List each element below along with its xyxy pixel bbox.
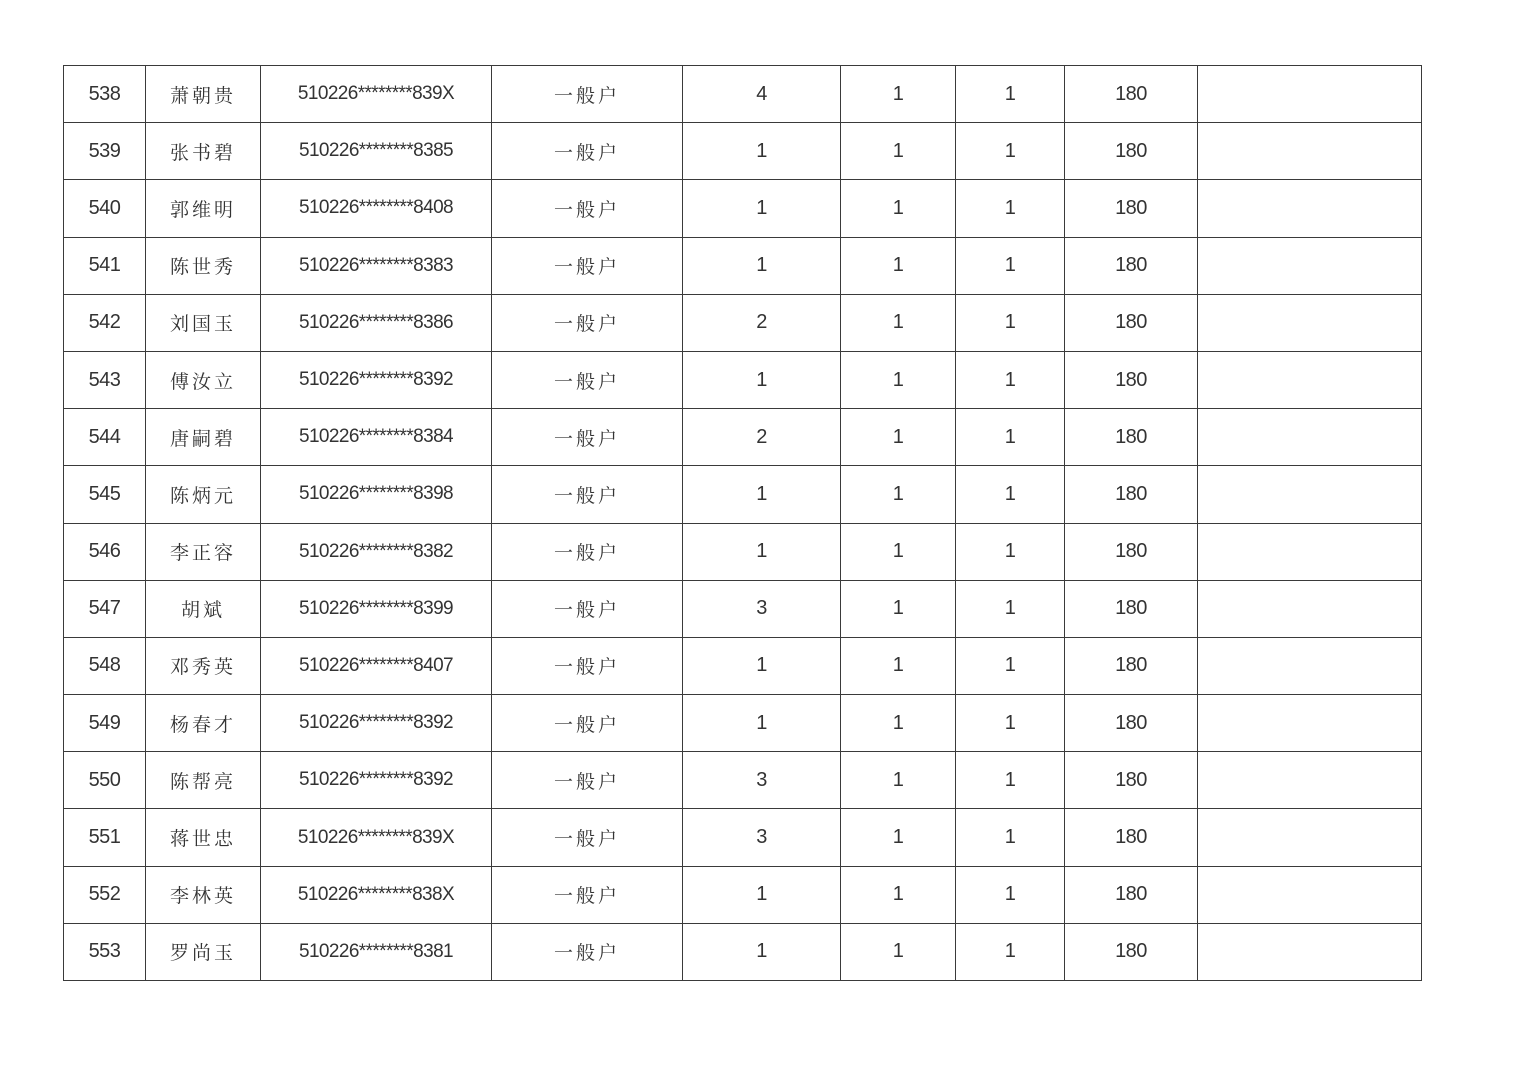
count-cell-3: 1 [956, 923, 1065, 980]
note-cell [1198, 866, 1422, 923]
household-type-cell: 一般户 [492, 523, 683, 580]
count-cell-2: 1 [841, 466, 956, 523]
note-cell [1198, 695, 1422, 752]
row-number-cell: 553 [64, 923, 146, 980]
name-cell: 陈帮亮 [146, 752, 261, 809]
amount-cell: 180 [1065, 523, 1198, 580]
household-type-cell: 一般户 [492, 123, 683, 180]
count-cell-3: 1 [956, 580, 1065, 637]
count-cell-2: 1 [841, 637, 956, 694]
amount-cell: 180 [1065, 409, 1198, 466]
row-number-cell: 552 [64, 866, 146, 923]
count-cell-2: 1 [841, 866, 956, 923]
name-cell: 陈炳元 [146, 466, 261, 523]
note-cell [1198, 294, 1422, 351]
row-number-cell: 539 [64, 123, 146, 180]
household-type-cell: 一般户 [492, 752, 683, 809]
table-row [64, 866, 1422, 923]
table-row [64, 180, 1422, 237]
note-cell [1198, 237, 1422, 294]
name-cell: 杨春才 [146, 695, 261, 752]
count-cell-1: 2 [683, 294, 841, 351]
count-cell-1: 1 [683, 466, 841, 523]
count-cell-3: 1 [956, 637, 1065, 694]
note-cell [1198, 752, 1422, 809]
count-cell-2: 1 [841, 695, 956, 752]
note-cell [1198, 580, 1422, 637]
table-body [64, 66, 1422, 981]
count-cell-1: 1 [683, 695, 841, 752]
table-row [64, 294, 1422, 351]
household-type-cell: 一般户 [492, 637, 683, 694]
row-number-cell: 549 [64, 695, 146, 752]
name-cell: 邓秀英 [146, 637, 261, 694]
table-row [64, 923, 1422, 980]
id-number-cell: 510226********8392 [261, 752, 492, 809]
count-cell-3: 1 [956, 180, 1065, 237]
id-number-cell: 510226********8384 [261, 409, 492, 466]
count-cell-2: 1 [841, 294, 956, 351]
amount-cell: 180 [1065, 923, 1198, 980]
count-cell-3: 1 [956, 809, 1065, 866]
amount-cell: 180 [1065, 294, 1198, 351]
count-cell-1: 1 [683, 123, 841, 180]
household-type-cell: 一般户 [492, 351, 683, 408]
name-cell: 傅汝立 [146, 351, 261, 408]
id-number-cell: 510226********8392 [261, 695, 492, 752]
name-cell: 李林英 [146, 866, 261, 923]
household-type-cell: 一般户 [492, 809, 683, 866]
household-table [63, 65, 1422, 981]
household-type-cell: 一般户 [492, 294, 683, 351]
amount-cell: 180 [1065, 866, 1198, 923]
amount-cell: 180 [1065, 351, 1198, 408]
name-cell: 郭维明 [146, 180, 261, 237]
count-cell-3: 1 [956, 466, 1065, 523]
count-cell-2: 1 [841, 809, 956, 866]
row-number-cell: 547 [64, 580, 146, 637]
household-type-cell: 一般户 [492, 580, 683, 637]
row-number-cell: 538 [64, 66, 146, 123]
amount-cell: 180 [1065, 66, 1198, 123]
name-cell: 唐嗣碧 [146, 409, 261, 466]
amount-cell: 180 [1065, 637, 1198, 694]
count-cell-1: 3 [683, 752, 841, 809]
name-cell: 李正容 [146, 523, 261, 580]
row-number-cell: 550 [64, 752, 146, 809]
row-number-cell: 543 [64, 351, 146, 408]
table-row [64, 466, 1422, 523]
id-number-cell: 510226********8398 [261, 466, 492, 523]
amount-cell: 180 [1065, 123, 1198, 180]
count-cell-3: 1 [956, 237, 1065, 294]
name-cell: 胡斌 [146, 580, 261, 637]
id-number-cell: 510226********8399 [261, 580, 492, 637]
household-type-cell: 一般户 [492, 180, 683, 237]
note-cell [1198, 923, 1422, 980]
id-number-cell: 510226********8381 [261, 923, 492, 980]
row-number-cell: 544 [64, 409, 146, 466]
count-cell-1: 1 [683, 923, 841, 980]
table-row [64, 695, 1422, 752]
table-row [64, 752, 1422, 809]
id-number-cell: 510226********8386 [261, 294, 492, 351]
count-cell-1: 1 [683, 866, 841, 923]
table-row [64, 523, 1422, 580]
count-cell-1: 1 [683, 237, 841, 294]
amount-cell: 180 [1065, 466, 1198, 523]
count-cell-1: 1 [683, 180, 841, 237]
table-row [64, 237, 1422, 294]
table-row [64, 637, 1422, 694]
count-cell-1: 2 [683, 409, 841, 466]
id-number-cell: 510226********8385 [261, 123, 492, 180]
count-cell-3: 1 [956, 523, 1065, 580]
count-cell-2: 1 [841, 351, 956, 408]
count-cell-3: 1 [956, 752, 1065, 809]
id-number-cell: 510226********838X [261, 866, 492, 923]
count-cell-2: 1 [841, 66, 956, 123]
amount-cell: 180 [1065, 809, 1198, 866]
count-cell-2: 1 [841, 523, 956, 580]
count-cell-2: 1 [841, 123, 956, 180]
count-cell-3: 1 [956, 409, 1065, 466]
note-cell [1198, 123, 1422, 180]
id-number-cell: 510226********8407 [261, 637, 492, 694]
table-row [64, 123, 1422, 180]
table-row [64, 409, 1422, 466]
id-number-cell: 510226********8382 [261, 523, 492, 580]
count-cell-1: 3 [683, 580, 841, 637]
note-cell [1198, 351, 1422, 408]
amount-cell: 180 [1065, 237, 1198, 294]
count-cell-3: 1 [956, 294, 1065, 351]
count-cell-3: 1 [956, 351, 1065, 408]
household-type-cell: 一般户 [492, 66, 683, 123]
id-number-cell: 510226********839X [261, 809, 492, 866]
name-cell: 萧朝贵 [146, 66, 261, 123]
household-type-cell: 一般户 [492, 466, 683, 523]
name-cell: 刘国玉 [146, 294, 261, 351]
count-cell-2: 1 [841, 752, 956, 809]
count-cell-3: 1 [956, 866, 1065, 923]
table-row [64, 809, 1422, 866]
household-type-cell: 一般户 [492, 695, 683, 752]
note-cell [1198, 409, 1422, 466]
name-cell: 陈世秀 [146, 237, 261, 294]
count-cell-2: 1 [841, 923, 956, 980]
row-number-cell: 545 [64, 466, 146, 523]
count-cell-1: 1 [683, 637, 841, 694]
amount-cell: 180 [1065, 695, 1198, 752]
row-number-cell: 542 [64, 294, 146, 351]
table-row [64, 580, 1422, 637]
note-cell [1198, 523, 1422, 580]
household-type-cell: 一般户 [492, 923, 683, 980]
id-number-cell: 510226********8383 [261, 237, 492, 294]
count-cell-1: 1 [683, 523, 841, 580]
household-type-cell: 一般户 [492, 866, 683, 923]
id-number-cell: 510226********8408 [261, 180, 492, 237]
count-cell-1: 3 [683, 809, 841, 866]
row-number-cell: 551 [64, 809, 146, 866]
row-number-cell: 548 [64, 637, 146, 694]
count-cell-2: 1 [841, 409, 956, 466]
count-cell-2: 1 [841, 580, 956, 637]
count-cell-1: 4 [683, 66, 841, 123]
amount-cell: 180 [1065, 180, 1198, 237]
row-number-cell: 546 [64, 523, 146, 580]
household-type-cell: 一般户 [492, 409, 683, 466]
id-number-cell: 510226********839X [261, 66, 492, 123]
note-cell [1198, 637, 1422, 694]
amount-cell: 180 [1065, 752, 1198, 809]
id-number-cell: 510226********8392 [261, 351, 492, 408]
household-type-cell: 一般户 [492, 237, 683, 294]
note-cell [1198, 466, 1422, 523]
name-cell: 张书碧 [146, 123, 261, 180]
name-cell: 罗尚玉 [146, 923, 261, 980]
note-cell [1198, 66, 1422, 123]
row-number-cell: 540 [64, 180, 146, 237]
count-cell-2: 1 [841, 237, 956, 294]
note-cell [1198, 809, 1422, 866]
note-cell [1198, 180, 1422, 237]
name-cell: 蒋世忠 [146, 809, 261, 866]
count-cell-1: 1 [683, 351, 841, 408]
count-cell-3: 1 [956, 695, 1065, 752]
table-row [64, 66, 1422, 123]
count-cell-2: 1 [841, 180, 956, 237]
table-row [64, 351, 1422, 408]
amount-cell: 180 [1065, 580, 1198, 637]
count-cell-3: 1 [956, 66, 1065, 123]
row-number-cell: 541 [64, 237, 146, 294]
count-cell-3: 1 [956, 123, 1065, 180]
